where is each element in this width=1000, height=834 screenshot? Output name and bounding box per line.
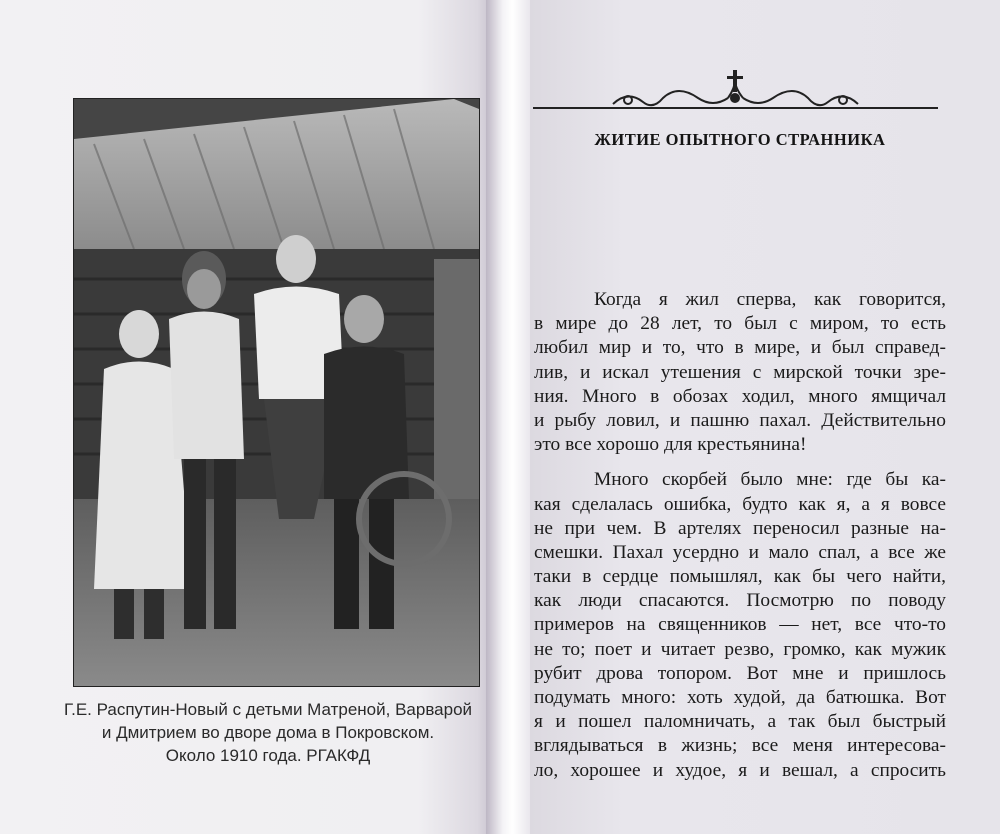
text-line: и рыбу ловил, и пашню пахал. Действительно — [534, 409, 946, 431]
text-line: Много скорбей было мне: где бы ка- — [594, 469, 946, 491]
text-line: не при чем. В артелях переносил разные на- — [534, 517, 946, 539]
text-line: лив, и искал утешения с мирской точки зре- — [534, 361, 946, 383]
text-line: это все хорошо для крестьянина! — [534, 434, 807, 456]
book-gutter — [486, 0, 534, 834]
text-line: не то; поет и читает резво, громко, как мужик — [534, 638, 946, 660]
text-line: любил мир и то, что в мире, и был справед- — [534, 337, 946, 359]
paragraph — [534, 288, 946, 457]
caption-line: Около 1910 года. РГАКФД — [165, 746, 371, 765]
left-page — [0, 0, 492, 834]
text-line: Когда я жил сперва, как говорится, — [594, 289, 946, 310]
text-line: ния. Много в обозах ходил, много ямщичал — [534, 385, 946, 407]
text-line: таки в сердце помышлял, как бы чего найти, — [534, 566, 946, 588]
paragraph — [534, 468, 946, 782]
text-line: вглядываться в жизнь; все меня интересова- — [534, 735, 946, 757]
caption-line: Г.Е. Распутин-Новый с детьми Матреной, Варварой — [63, 700, 473, 719]
photo-caption — [48, 698, 488, 767]
historical-photo — [73, 98, 480, 687]
text-line: примеров на священников — нет, все что-то — [534, 614, 946, 636]
text-line: я и пошел паломничать, а так был быстрый — [534, 711, 946, 733]
text-line: смешки. Пахал усердно и мало спал, а все же — [534, 541, 946, 563]
text-line: в мире до 28 лет, то был с миром, то есть — [534, 313, 946, 335]
text-line: подумать много: хоть худой, да батюшка. Вот — [534, 687, 946, 708]
text-line: как люди спасаются. Посмотрю по поводу — [534, 590, 946, 612]
text-line: кая сделалась ошибка, будто как я, а я вовсе — [534, 493, 946, 515]
photo-group-icon — [74, 99, 479, 686]
ornament-divider-icon — [533, 68, 938, 118]
chapter-heading: ЖИТИЕ ОПЫТНОГО СТРАННИКА — [594, 130, 886, 149]
text-line: рубит дрова топором. Вот мне и пришлось — [534, 662, 946, 684]
body-text — [534, 288, 946, 783]
caption-line: и Дмитрием во дворе дома в Покровском. — [101, 723, 435, 742]
text-line: ло, хорошее и худое, я и вешал, а спросить — [534, 759, 946, 781]
